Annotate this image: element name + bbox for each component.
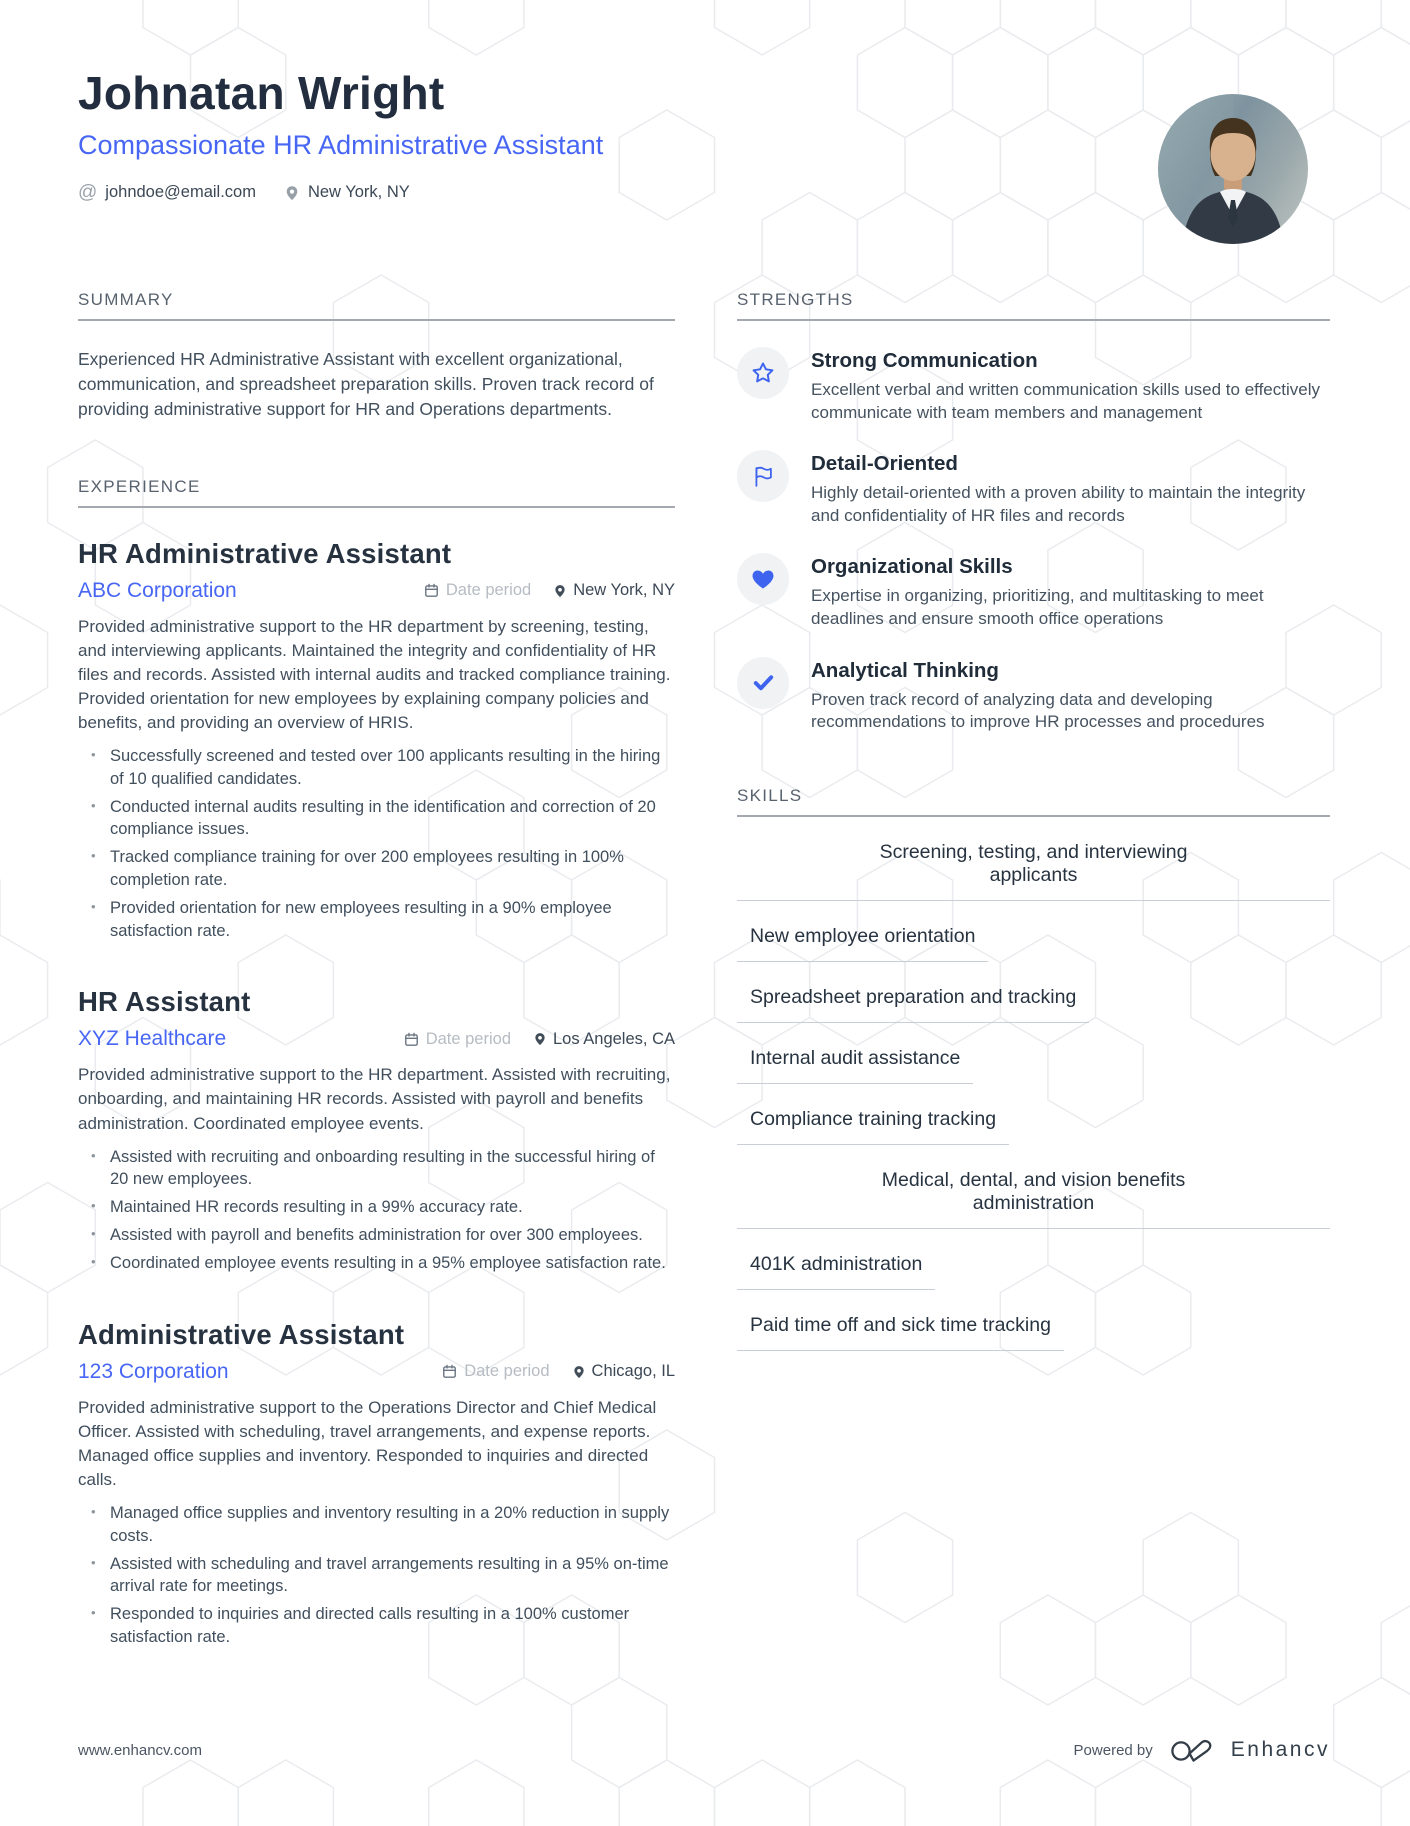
- skill-item: [737, 1169, 1330, 1229]
- job-date: [404, 1030, 511, 1049]
- bullet-text: Assisted with payroll and benefits administration for over 300 employees.: [110, 1225, 643, 1244]
- job-meta: [78, 1360, 675, 1384]
- flag-icon: [751, 464, 776, 489]
- strength-body: [811, 657, 1330, 734]
- bullet-dot: •: [91, 848, 96, 864]
- powered-by-label: Powered by: [1073, 1741, 1153, 1759]
- bullet-dot: •: [91, 1147, 96, 1163]
- company-link[interactable]: ABC Corporation: [78, 578, 237, 602]
- person-name: Johnatan Wright: [78, 67, 445, 119]
- bullet-text: Assisted with recruiting and onboarding resulting in the successful hiring of 20 new employees.: [110, 1147, 655, 1189]
- summary-text: Experienced HR Administrative Assistant with excellent organizational, communication, and spreadsheet preparation skills. Proven track record of providing administrative support for HR and Operations departments.: [78, 349, 654, 420]
- skill-item: Compliance training tracking: [737, 1108, 1009, 1145]
- strength-item: [737, 450, 1330, 527]
- website-link[interactable]: www.enhancv.com: [78, 1741, 202, 1759]
- job-location-text: Chicago, IL: [591, 1362, 675, 1381]
- enhancv-logo-icon[interactable]: [1169, 1736, 1215, 1764]
- skill-text: Medical, dental, and vision benefits administration: [881, 1168, 1186, 1214]
- summary-section: [78, 290, 675, 423]
- job-meta: [78, 1027, 675, 1051]
- skill-item: New employee orientation: [737, 925, 988, 962]
- bullet-dot: •: [91, 1554, 96, 1570]
- calendar-icon: [442, 1364, 457, 1379]
- skills-section: [737, 786, 1330, 1351]
- strength-text: Proven track record of analyzing data and developing recommendations to improve HR processes and procedures: [811, 689, 1265, 732]
- job-description: Provided administrative support to the HR department. Assisted with recruiting, onboarding, and maintaining HR records. Assisted with payroll and benefits administration. Coordinated employee events.: [78, 1065, 671, 1133]
- job-description: Provided administrative support to the HR department by screening, testing, and interviewing applicants. Maintained the integrity and confidentiality of HR files and records. Assisted with internal audits and tracked compliance training. Provided orientation for new employees by explaining company policies and benefits, and providing an overview of HRIS.: [78, 616, 671, 733]
- person-headline: Compassionate HR Administrative Assistant: [78, 130, 604, 160]
- job-location: [553, 581, 675, 600]
- experience-section: [78, 477, 675, 1649]
- job-meta-right: [424, 581, 675, 600]
- skill-row: [737, 901, 1330, 962]
- strength-icon-circle: [737, 657, 789, 709]
- strength-item: [737, 553, 1330, 630]
- location-text: New York, NY: [307, 183, 410, 201]
- skill-row: [737, 1023, 1330, 1084]
- job-bullets: [78, 745, 675, 942]
- strength-text: Highly detail-oriented with a proven ability to maintain the integrity and confidentiality of HR files and records: [811, 483, 1306, 525]
- bullet-item: [78, 897, 675, 943]
- bullet-dot: •: [91, 1225, 96, 1241]
- job-entry: [78, 538, 675, 943]
- skill-row: [737, 1169, 1330, 1229]
- strength-body: [811, 450, 1330, 527]
- pin-icon: [533, 1032, 547, 1046]
- powered-by: [1074, 1736, 1330, 1764]
- skill-row: [737, 1290, 1330, 1351]
- skill-row: [737, 1084, 1330, 1145]
- job-meta: [78, 579, 675, 603]
- job-date: [442, 1362, 549, 1381]
- strengths-heading: STRENGTHS: [737, 290, 1330, 321]
- portrait-illustration: [1158, 94, 1308, 244]
- pin-icon: [572, 1365, 586, 1379]
- skill-item: 401K administration: [737, 1253, 935, 1290]
- bullet-text: Assisted with scheduling and travel arrangements resulting in a 95% on-time arrival rate for meetings.: [110, 1554, 669, 1596]
- job-meta-right: [442, 1362, 675, 1381]
- bullet-dot: •: [91, 1198, 96, 1214]
- bullet-dot: •: [91, 1253, 96, 1269]
- bullet-dot: •: [91, 747, 96, 763]
- check-icon: [751, 670, 776, 695]
- bullet-item: [78, 1603, 675, 1649]
- left-column: [78, 290, 675, 1649]
- bullet-item: [78, 1196, 675, 1219]
- strength-icon-circle: [737, 347, 789, 399]
- strengths-section: [737, 290, 1330, 734]
- job-date-text: Date period: [464, 1362, 550, 1381]
- job-title: HR Administrative Assistant: [78, 537, 452, 569]
- strength-body: [811, 347, 1330, 424]
- contact-email: [78, 183, 256, 202]
- header-text: [78, 64, 603, 202]
- skill-item: [737, 841, 1330, 901]
- skill-item: Internal audit assistance: [737, 1047, 973, 1084]
- job-entry: [78, 1319, 675, 1649]
- calendar-icon: [424, 583, 439, 598]
- strength-title: Detail-Oriented: [811, 452, 958, 476]
- job-meta-right: [404, 1030, 675, 1049]
- contact-location: [284, 183, 410, 202]
- strength-item: [737, 347, 1330, 424]
- skill-row: [737, 841, 1330, 901]
- bullet-item: [78, 846, 675, 892]
- bullet-text: Maintained HR records resulting in a 99% accuracy rate.: [110, 1198, 523, 1217]
- contact-row: [78, 183, 603, 202]
- bullet-text: Managed office supplies and inventory resulting in a 20% reduction in supply costs.: [110, 1504, 670, 1545]
- right-column: [737, 290, 1330, 1649]
- strength-body: [811, 553, 1330, 630]
- bullet-text: Successfully screened and tested over 100 applicants resulting in the hiring of 10 qualified candidates.: [110, 747, 661, 788]
- bullet-dot: •: [91, 797, 96, 813]
- profile-photo: [1158, 94, 1308, 244]
- bullet-item: [78, 1502, 675, 1548]
- pin-icon: [553, 584, 567, 598]
- skill-item: Paid time off and sick time tracking: [737, 1314, 1064, 1351]
- bullet-dot: •: [91, 898, 96, 914]
- bullet-item: [78, 1553, 675, 1599]
- strength-title: Strong Communication: [811, 349, 1038, 372]
- job-bullets: [78, 1502, 675, 1649]
- company-link[interactable]: XYZ Healthcare: [78, 1027, 227, 1051]
- skill-text: Screening, testing, and interviewing applicants: [879, 840, 1188, 886]
- job-location: [572, 1362, 675, 1381]
- job-location-text: Los Angeles, CA: [553, 1029, 675, 1048]
- skill-row: [737, 1229, 1330, 1290]
- skills-heading: SKILLS: [737, 786, 1330, 817]
- bullet-text: Tracked compliance training for over 200 employees resulting in 100% completion rate.: [110, 848, 624, 890]
- bullet-text: Conducted internal audits resulting in the identification and correction of 20 compliance issues.: [110, 797, 656, 839]
- bullet-dot: •: [91, 1504, 96, 1520]
- job-location: [533, 1030, 675, 1049]
- bullet-item: [78, 796, 675, 842]
- strength-title: Organizational Skills: [811, 555, 1013, 579]
- job-title: HR Assistant: [78, 986, 251, 1018]
- bullet-dot: •: [91, 1605, 96, 1621]
- skills-list: [737, 841, 1330, 1351]
- summary-heading: SUMMARY: [78, 290, 675, 321]
- job-entry: [78, 986, 675, 1274]
- strength-icon-circle: [737, 553, 789, 605]
- job-date-text: Date period: [445, 581, 532, 600]
- job-date-text: Date period: [425, 1029, 511, 1048]
- bullet-item: [78, 745, 675, 791]
- at-icon: @: [78, 182, 98, 203]
- bullet-item: [78, 1224, 675, 1247]
- bullet-item: [78, 1146, 675, 1192]
- skill-row: [737, 962, 1330, 1023]
- job-bullets: [78, 1146, 675, 1275]
- experience-heading: EXPERIENCE: [78, 477, 675, 508]
- company-link[interactable]: 123 Corporation: [78, 1359, 229, 1383]
- bullet-item: [78, 1252, 675, 1275]
- calendar-icon: [404, 1032, 419, 1047]
- strength-title: Analytical Thinking: [811, 658, 999, 682]
- strength-text: Expertise in organizing, prioritizing, and multitasking to meet deadlines and ensure smooth office operations: [811, 586, 1264, 629]
- strength-item: [737, 657, 1330, 734]
- bullet-text: Responded to inquiries and directed calls resulting in a 100% customer satisfaction rate.: [110, 1605, 630, 1646]
- bullet-text: Provided orientation for new employees resulting in a 90% employee satisfaction rate.: [110, 898, 612, 940]
- header: [78, 64, 1330, 244]
- brand-name[interactable]: Enhancv: [1230, 1738, 1330, 1761]
- skill-item: Spreadsheet preparation and tracking: [737, 986, 1089, 1023]
- footer: [78, 1736, 1330, 1826]
- bullet-text: Coordinated employee events resulting in a 95% employee satisfaction rate.: [110, 1253, 666, 1272]
- strength-icon-circle: [737, 450, 789, 502]
- job-location-text: New York, NY: [573, 581, 675, 600]
- job-date: [424, 581, 531, 600]
- columns: [78, 290, 1330, 1649]
- strength-text: Excellent verbal and written communication skills used to effectively communicate with team members and management: [811, 380, 1320, 422]
- pin-icon: [284, 185, 300, 201]
- email-text: johndoe@email.com: [105, 183, 256, 201]
- job-description: Provided administrative support to the Operations Director and Chief Medical Officer. Assisted with scheduling, travel arrangements, and expense reports. Managed office supplies and inventory. Responded to inquiries and directed calls.: [78, 1397, 657, 1489]
- star-icon: [750, 360, 776, 386]
- job-title: Administrative Assistant: [78, 1318, 405, 1350]
- heart-icon: [750, 566, 776, 592]
